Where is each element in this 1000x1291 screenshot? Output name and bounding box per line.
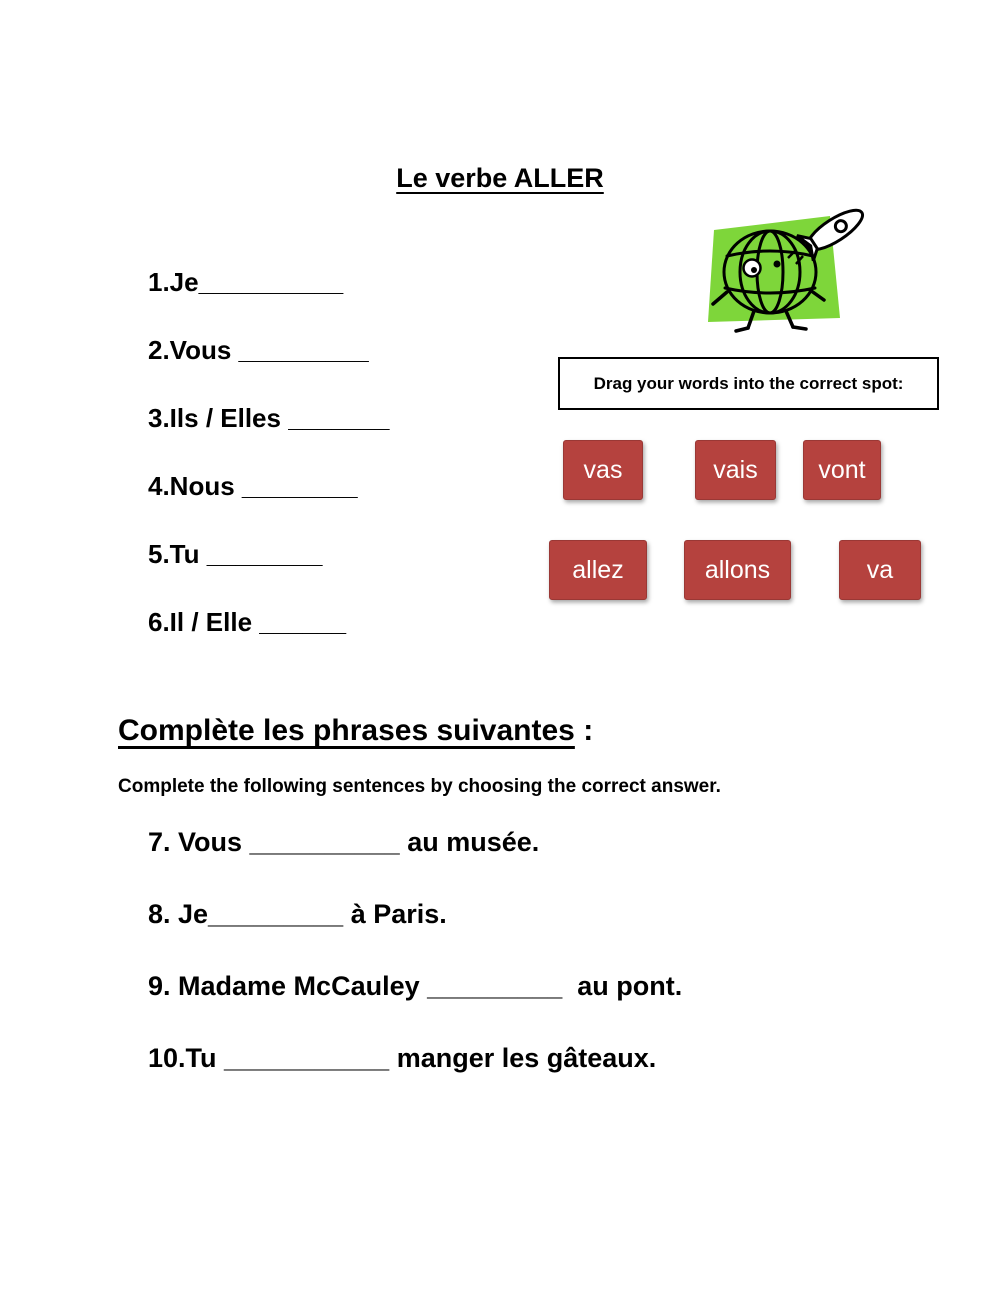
- conjugation-item-4[interactable]: 4.Nous ________: [148, 471, 358, 501]
- drag-instruction-text: Drag your words into the correct spot:: [593, 373, 904, 393]
- word-tile-va[interactable]: va: [839, 540, 921, 600]
- conjugation-list: [148, 248, 389, 656]
- page-title-text: Le verbe ALLER: [396, 163, 604, 193]
- word-tile-vais[interactable]: vais: [695, 440, 776, 500]
- word-tile-vont[interactable]: vont: [803, 440, 881, 500]
- drag-instruction-box: [558, 357, 939, 410]
- conjugation-item-2[interactable]: 2.Vous _________: [148, 335, 369, 365]
- sentence-item-9[interactable]: 9. Madame McCauley _________ au pont.: [148, 971, 683, 1001]
- globe-rocket-illustration: [700, 198, 885, 338]
- section-heading-text: Complète les phrases suivantes: [118, 714, 575, 747]
- sentence-item-8[interactable]: 8. Je_________ à Paris.: [148, 899, 447, 929]
- sentence-item-7[interactable]: 7. Vous __________ au musée.: [148, 827, 540, 857]
- conjugation-item-1[interactable]: 1.Je__________: [148, 267, 344, 297]
- word-tile-allez[interactable]: allez: [549, 540, 647, 600]
- conjugation-item-5[interactable]: 5.Tu ________: [148, 539, 323, 569]
- section-heading-colon: :: [574, 714, 594, 747]
- section-subheading: Complete the following sentences by choosing the correct answer.: [118, 776, 721, 797]
- section-heading: [118, 714, 593, 748]
- conjugation-item-6[interactable]: 6.Il / Elle ______: [148, 607, 347, 637]
- word-tile-allons[interactable]: allons: [684, 540, 791, 600]
- page-title: [0, 163, 1000, 194]
- globe-rocket-clipart-svg: [700, 198, 885, 338]
- sentence-item-10[interactable]: 10.Tu ___________ manger les gâteaux.: [148, 1043, 657, 1073]
- word-tile-vas[interactable]: vas: [563, 440, 643, 500]
- sentence-list: [148, 806, 682, 1094]
- conjugation-item-3[interactable]: 3.Ils / Elles _______: [148, 403, 390, 433]
